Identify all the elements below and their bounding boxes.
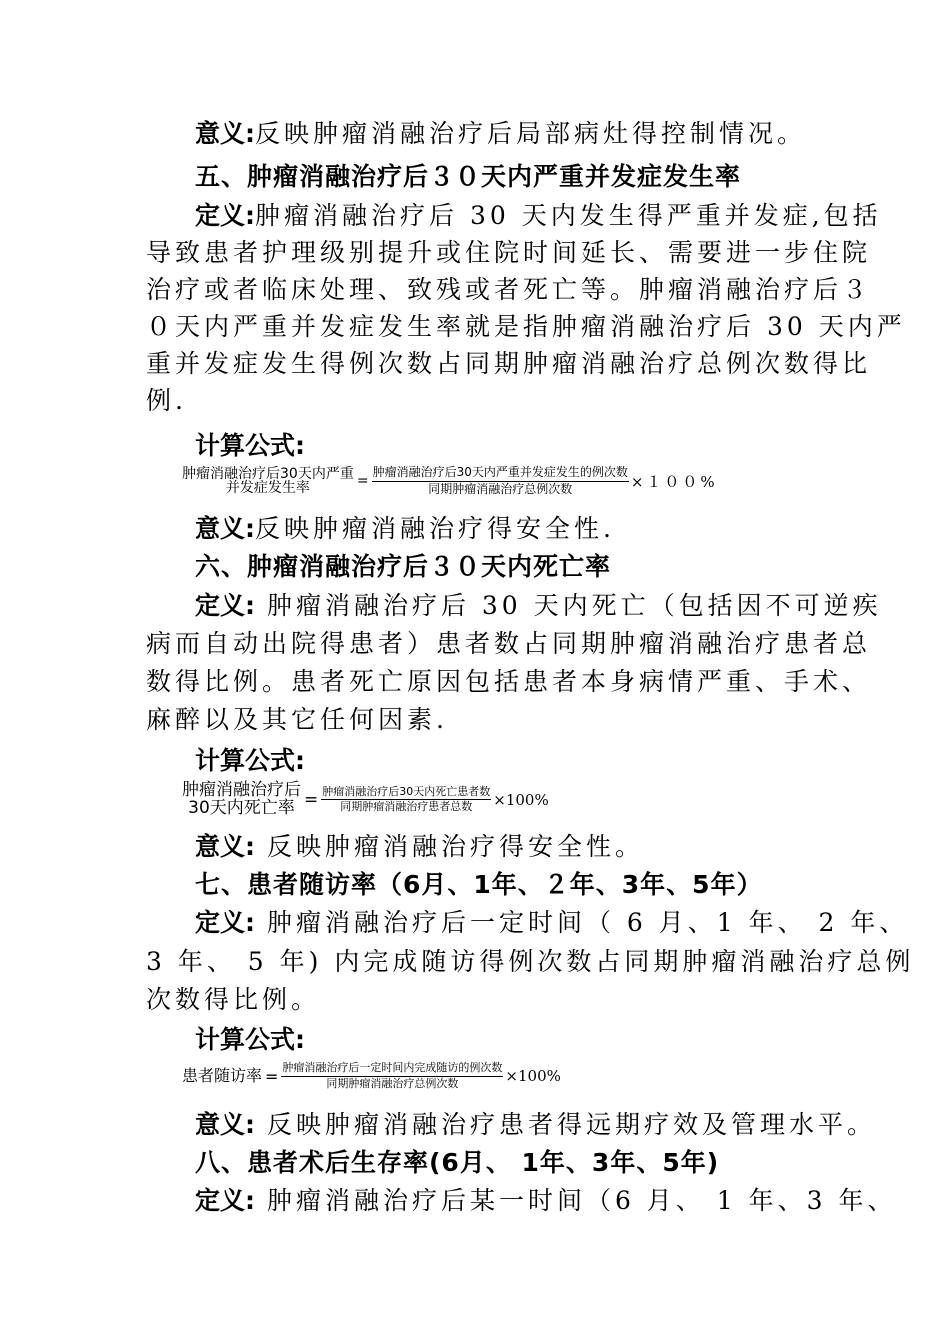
meaning-text: 反映肿瘤消融治疗患者得远期疗效及管理水平。	[255, 1110, 876, 1139]
formula-fraction	[281, 1062, 503, 1090]
meaning-label: 意义:	[195, 1110, 255, 1139]
meaning-label: 意义:	[195, 514, 255, 543]
definition-line: 次数得比例。	[146, 985, 321, 1014]
definition-label: 定义:	[195, 591, 255, 620]
meaning-paragraph	[195, 1107, 876, 1143]
formula-multiplier: ×100%	[493, 790, 549, 809]
formula-numerator: 肿瘤消融治疗后30天内严重并发症发生的例次数	[372, 466, 629, 482]
formula-denominator: 同期肿瘤消融治疗患者总数	[340, 800, 473, 814]
meaning-text: 反映肿瘤消融治疗得安全性.	[255, 514, 615, 543]
formula-multiplier: ×100%	[505, 1067, 561, 1086]
definition-text: 肿瘤消融治疗后某一时间（6 月、 1 年、3 年、	[255, 1186, 897, 1215]
definition-line: 例.	[146, 386, 187, 415]
formula-lhs-line: 并发症发生率	[225, 480, 310, 497]
formula-complication-rate	[182, 466, 718, 497]
definition-line: 数得比例。患者死亡原因包括患者本身病情严重、手术、	[146, 667, 872, 696]
definition-paragraph	[195, 588, 882, 624]
definition-label: 定义:	[195, 908, 255, 937]
formula-lhs	[182, 1065, 263, 1085]
meaning-paragraph	[195, 511, 615, 547]
definition-line: 治疗或者临床处理、致残或者死亡等。肿瘤消融治疗后３	[146, 275, 872, 304]
formula-fraction	[321, 786, 491, 814]
formula-denominator: 同期肿瘤消融治疗总例次数	[326, 1076, 459, 1090]
formula-lhs-line: 肿瘤消融治疗后30天内严重	[182, 465, 354, 482]
definition-paragraph	[195, 198, 882, 234]
section-heading-6: 六、肿瘤消融治疗后３０天内死亡率	[195, 552, 612, 581]
equals-sign: =	[356, 473, 369, 490]
formula-fraction	[372, 466, 629, 497]
formula-mortality-rate	[182, 782, 549, 818]
formula-numerator: 肿瘤消融治疗后一定时间内完成随访的例次数	[281, 1062, 503, 1077]
formula-lhs	[182, 782, 301, 818]
definition-text: 肿瘤消融治疗后 30 天内发生得严重并发症,包括	[255, 201, 882, 230]
definition-paragraph	[195, 1183, 896, 1219]
definition-line: 导致患者护理级别提升或住院时间延长、需要进一步住院	[146, 238, 872, 267]
definition-label: 定义:	[195, 201, 255, 230]
meaning-text: 反映肿瘤消融治疗后局部病灶得控制情况。	[255, 119, 807, 148]
section-heading-5: 五、肿瘤消融治疗后３０天内严重并发症发生率	[195, 162, 742, 191]
formula-lhs-line: 30天内死亡率	[188, 797, 295, 818]
formula-multiplier: ×１００%	[630, 472, 718, 491]
definition-line: 重并发症发生得例次数占同期肿瘤消融治疗总例次数得比	[146, 349, 872, 378]
formula-numerator: 肿瘤消融治疗后30天内死亡患者数	[321, 786, 491, 801]
formula-lhs-line: 肿瘤消融治疗后	[182, 780, 301, 800]
definition-label: 定义:	[195, 1186, 255, 1215]
section-heading-7: 七、患者随访率（6月、1年、２年、3年、5年）	[195, 870, 763, 899]
section-heading-8: 八、患者术后生存率(6月、 1年、3年、5年)	[195, 1148, 720, 1177]
definition-line: 麻醉以及其它任何因素.	[146, 705, 448, 734]
definition-line: ０天内严重并发症发生率就是指肿瘤消融治疗后 30 天内严	[146, 312, 906, 341]
definition-paragraph	[195, 905, 908, 941]
equals-sign: =	[304, 789, 319, 810]
meaning-label: 意义:	[195, 119, 255, 148]
definition-text: 肿瘤消融治疗后一定时间（ 6 月、1 年、 2 年、	[255, 908, 909, 937]
definition-text: 肿瘤消融治疗后 30 天内死亡（包括因不可逆疾	[255, 591, 882, 620]
formula-label: 计算公式:	[195, 1025, 305, 1054]
meaning-paragraph	[195, 829, 644, 865]
formula-label: 计算公式:	[195, 746, 305, 775]
formula-lhs-line: 患者随访率	[182, 1065, 263, 1085]
formula-label: 计算公式:	[195, 431, 305, 460]
meaning-paragraph	[195, 116, 806, 152]
meaning-label: 意义:	[195, 832, 255, 861]
definition-line: 3 年、 5 年) 内完成随访得例次数占同期肿瘤消融治疗总例	[146, 947, 915, 976]
definition-line: 病而自动出院得患者）患者数占同期肿瘤消融治疗患者总	[146, 629, 872, 658]
equals-sign: =	[265, 1066, 279, 1086]
formula-lhs	[182, 467, 354, 496]
formula-follow-up-rate	[182, 1062, 561, 1090]
formula-denominator: 同期肿瘤消融治疗总例次数	[428, 481, 573, 496]
meaning-text: 反映肿瘤消融治疗得安全性。	[255, 832, 644, 861]
